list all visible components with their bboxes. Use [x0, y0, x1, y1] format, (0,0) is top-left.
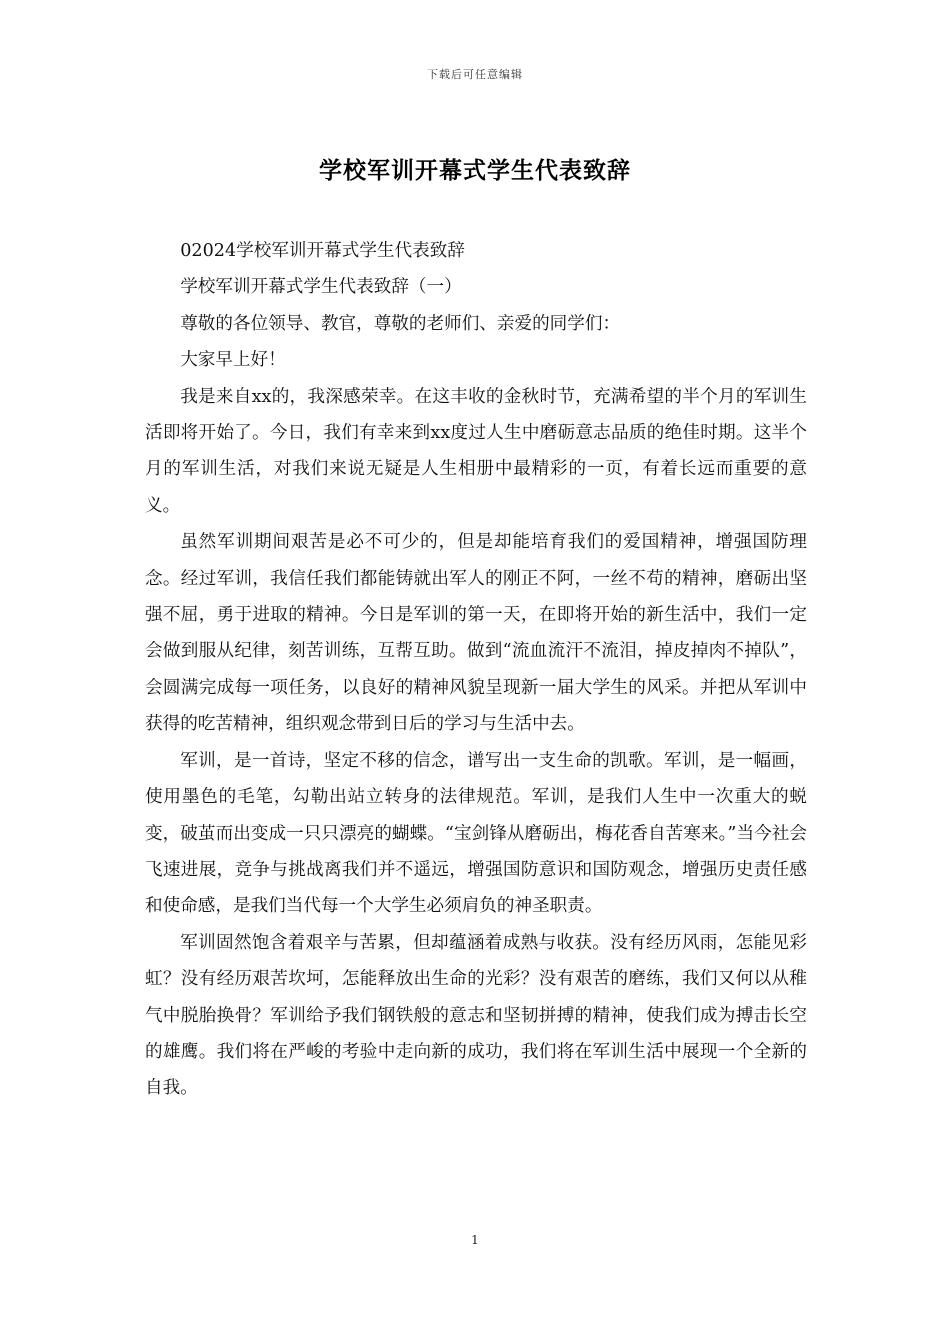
document-title: 学校军训开幕式学生代表致辞: [319, 157, 631, 184]
page-number: 1: [471, 1233, 479, 1247]
paragraph-salutation: 尊敬的各位领导、教官，尊敬的老师们、亲爱的同学们：: [180, 313, 621, 334]
paragraph-section-heading: 学校军训开幕式学生代表致辞（一）: [180, 277, 462, 298]
paragraph: 我是来自xx的，我深感荣幸。在这丰收的金秋时节，充满希望的半个月的军训生活即将开始了。今日，我们有幸来到xx度过人生中磨砺意志品质的绝佳时期。这半个月的军训生活，对我们来说无疑是人生相册中最精彩的一页，有着长远而重要的意义。: [145, 386, 807, 516]
paragraph: 虽然军训期间艰苦是必不可少的，但是却能培育我们的爱国精神，增强国防理念。经过军训，我信任我们都能铸就出军人的刚正不阿，一丝不苟的精神，磨砺出坚强不屈，勇于进取的精神。今日是军训的第一天，在即将开始的新生活中，我们一定会做到服从纪律，刻苦训练，互帮互助。做到“流血流汗不流泪，掉皮掉肉不掉队”，会圆满完成每一项任务，以良好的精神风貌呈现新一届大学生的风采。并把从军训中获得的吃苦精神，组织观念带到日后的学习与生活中去。: [145, 532, 807, 735]
document-body: [145, 233, 807, 1107]
header-note: 下载后可任意编辑: [427, 68, 523, 81]
paragraph: 军训固然饱含着艰辛与苦累，但却蕴涵着成熟与收获。没有经历风雨，怎能见彩虹？没有经历艰苦坎坷，怎能释放出生命的光彩？没有艰苦的磨练，我们又何以从稚气中脱胎换骨？军训给予我们钢铁般的意志和坚韧拼搏的精神，使我们成为搏击长空的雄鹰。我们将在严峻的考验中走向新的成功，我们将在军训生活中展现一个全新的自我。: [145, 932, 807, 1099]
paragraph-subtitle: 02024学校军训开幕式学生代表致辞: [180, 241, 465, 261]
paragraph: 军训，是一首诗，坚定不移的信念，谱写出一支生命的凯歌。军训，是一幅画，使用墨色的毛笔，勾勒出站立转身的法律规范。军训，是我们人生中一次重大的蜕变，破茧而出变成一只只漂亮的蝴蝶。“宝剑锋从磨砺出，梅花香自苦寒来。”当今社会飞速进展，竞争与挑战离我们并不遥远，增强国防意识和国防观念，增强历史责任感和使命感，是我们当代每一个大学生必须肩负的神圣职责。: [145, 750, 807, 917]
paragraph-greeting: 大家早上好！: [180, 350, 286, 371]
